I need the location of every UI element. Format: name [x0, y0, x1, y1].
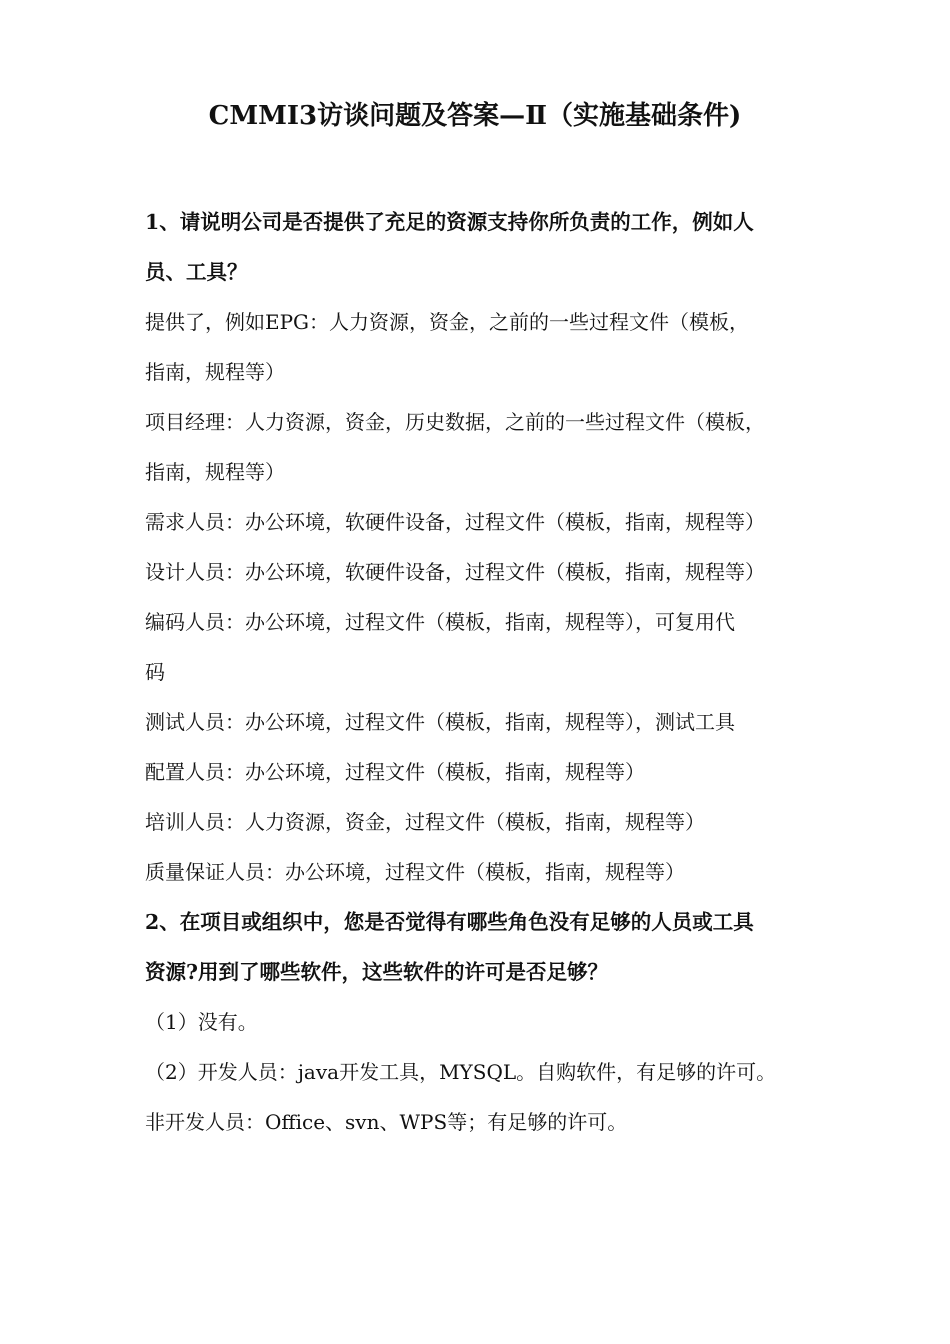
- answer-2-item-1: （1）没有。: [145, 1010, 258, 1034]
- answer-epg-line-2: 指南，规程等）: [145, 360, 285, 384]
- answer-2-item-2: （2）开发人员：java开发工具，MYSQL。自购软件，有足够的许可。: [145, 1060, 777, 1084]
- answer-coding-line-1: 编码人员：办公环境，过程文件（模板，指南，规程等），可复用代: [145, 610, 735, 634]
- answer-2-non-dev: 非开发人员：Office、svn、WPS等；有足够的许可。: [145, 1110, 628, 1134]
- answer-design: 设计人员：办公环境，软硬件设备，过程文件（模板，指南，规程等）: [145, 560, 765, 584]
- question-2-line-2: 资源?用到了哪些软件，这些软件的许可是否足够？: [145, 960, 609, 984]
- answer-configuration: 配置人员：办公环境，过程文件（模板，指南，规程等）: [145, 760, 645, 784]
- answer-requirements: 需求人员：办公环境，软硬件设备，过程文件（模板，指南，规程等）: [145, 510, 765, 534]
- question-2-line-1: 2、在项目或组织中，您是否觉得有哪些角色没有足够的人员或工具: [145, 910, 754, 934]
- question-1-line-1: 1、请说明公司是否提供了充足的资源支持你所负责的工作，例如人: [145, 210, 754, 234]
- answer-training: 培训人员：人力资源，资金，过程文件（模板，指南，规程等）: [145, 810, 705, 834]
- answer-testing: 测试人员：办公环境，过程文件（模板，指南，规程等），测试工具: [145, 710, 735, 734]
- answer-qa: 质量保证人员：办公环境，过程文件（模板，指南，规程等）: [145, 860, 685, 884]
- document-title: CMMI3访谈问题及答案—Ⅱ（实施基础条件): [208, 101, 742, 131]
- document-body: [145, 197, 815, 1147]
- answer-epg-line-1: 提供了，例如EPG：人力资源，资金，之前的一些过程文件（模板，: [145, 310, 750, 334]
- question-1-line-2: 员、工具？: [145, 260, 248, 284]
- answer-pm-line-2: 指南，规程等）: [145, 460, 285, 484]
- answer-pm-line-1: 项目经理：人力资源，资金，历史数据，之前的一些过程文件（模板，: [145, 410, 765, 434]
- answer-coding-line-2: 码: [145, 660, 165, 684]
